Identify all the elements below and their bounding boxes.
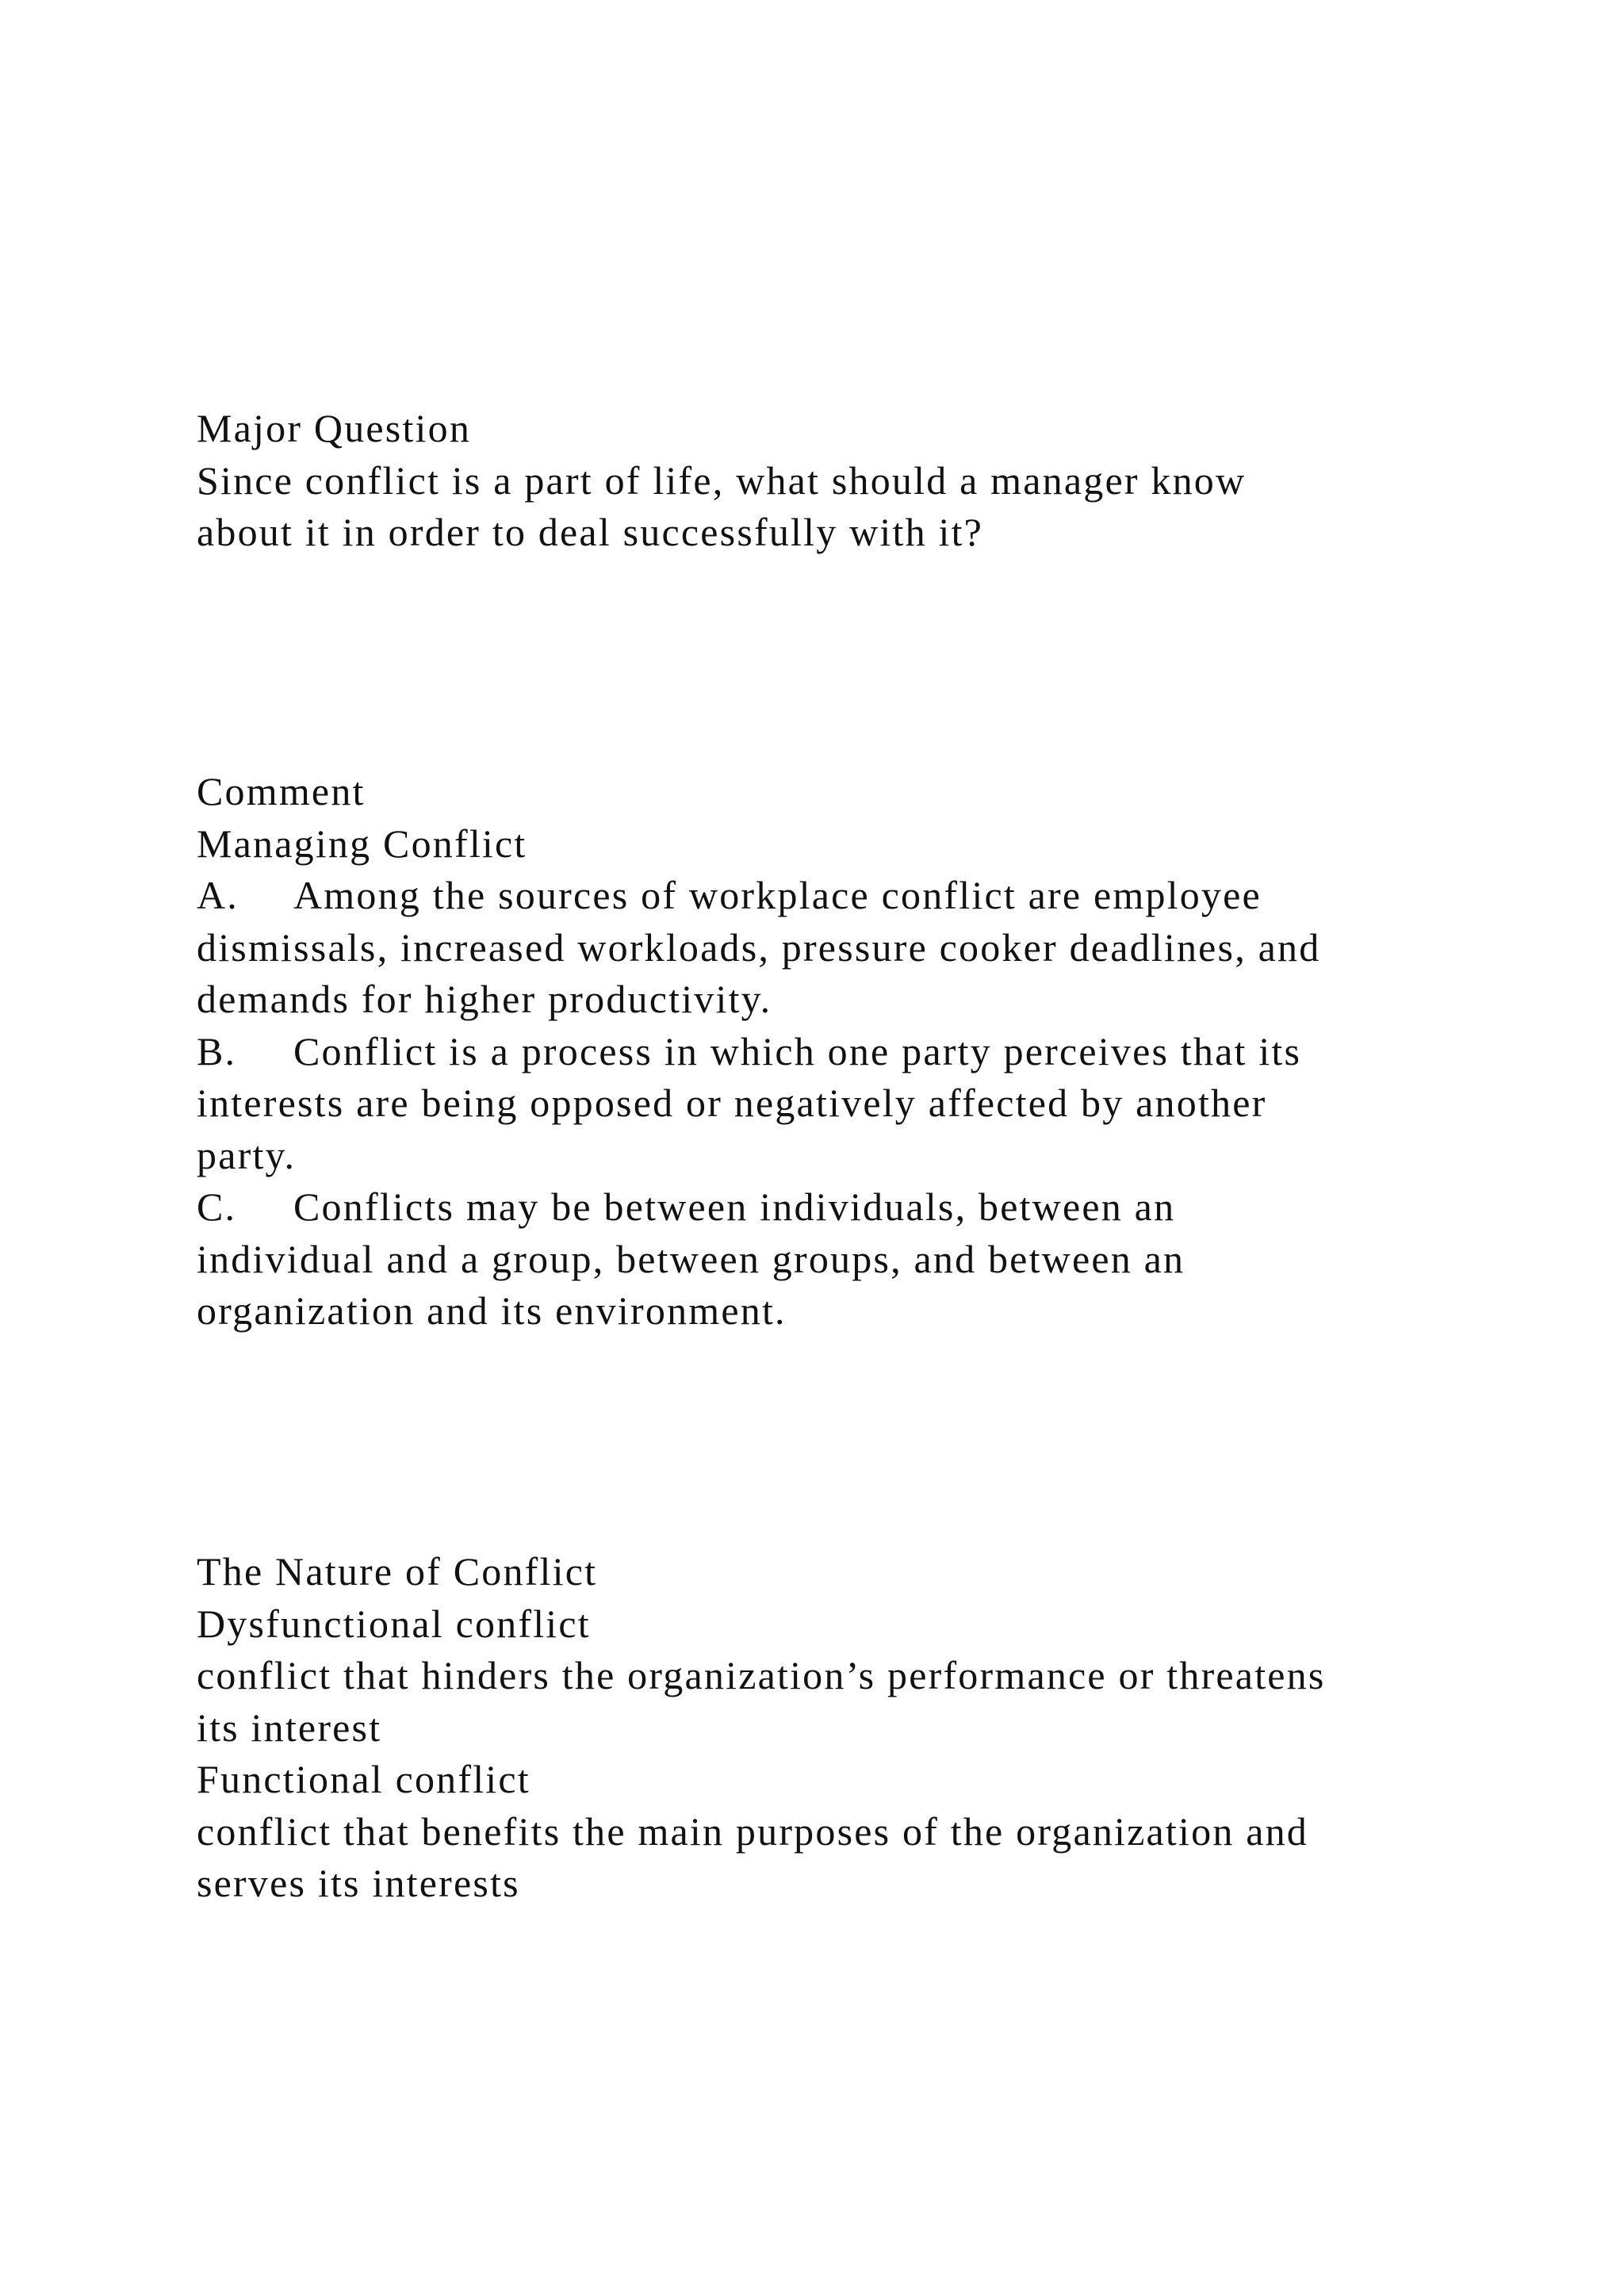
item-text-line: interests are being opposed or negatively affected by another xyxy=(197,1081,1267,1125)
item-text-line: party. xyxy=(197,1132,297,1177)
major-question-heading: Major Question xyxy=(197,406,472,450)
managing-conflict-subheading: Managing Conflict xyxy=(197,821,527,866)
comment-section xyxy=(197,766,1481,1337)
definition-line: conflict that hinders the organization’s performance or threatens xyxy=(197,1653,1326,1697)
item-text-line: demands for higher productivity. xyxy=(197,977,772,1021)
term-functional-conflict: Functional conflict xyxy=(197,1757,530,1801)
major-question-section xyxy=(197,403,1481,559)
list-item-a xyxy=(197,870,1481,922)
item-marker: C. xyxy=(197,1184,237,1229)
list-item-b xyxy=(197,1026,1481,1078)
definition-line: its interest xyxy=(197,1705,382,1750)
nature-of-conflict-section xyxy=(197,1546,1481,1910)
definition-line: conflict that benefits the main purposes of the organization and xyxy=(197,1808,1309,1854)
item-text: Among the sources of workplace conflict are employee xyxy=(293,873,1262,917)
definition-line: serves its interests xyxy=(197,1861,520,1905)
item-text: Conflicts may be between individuals, between an xyxy=(293,1184,1176,1229)
item-text-line: dismissals, increased workloads, pressure cooker deadlines, and xyxy=(197,924,1321,970)
comment-heading: Comment xyxy=(197,769,366,813)
item-marker: A. xyxy=(197,873,239,917)
major-question-text-line: about it in order to deal successfully with it? xyxy=(197,510,984,554)
major-question-text-line: Since conflict is a part of life, what should a manager know xyxy=(197,457,1247,503)
item-text-line: individual and a group, between groups, and between an xyxy=(197,1236,1185,1281)
term-dysfunctional-conflict: Dysfunctional conflict xyxy=(197,1601,591,1646)
item-marker: B. xyxy=(197,1028,237,1073)
nature-heading: The Nature of Conflict xyxy=(197,1549,598,1594)
item-text: Conflict is a process in which one party perceives that its xyxy=(293,1028,1302,1073)
list-item-c xyxy=(197,1181,1481,1234)
item-text-line: organization and its environment. xyxy=(197,1288,787,1333)
